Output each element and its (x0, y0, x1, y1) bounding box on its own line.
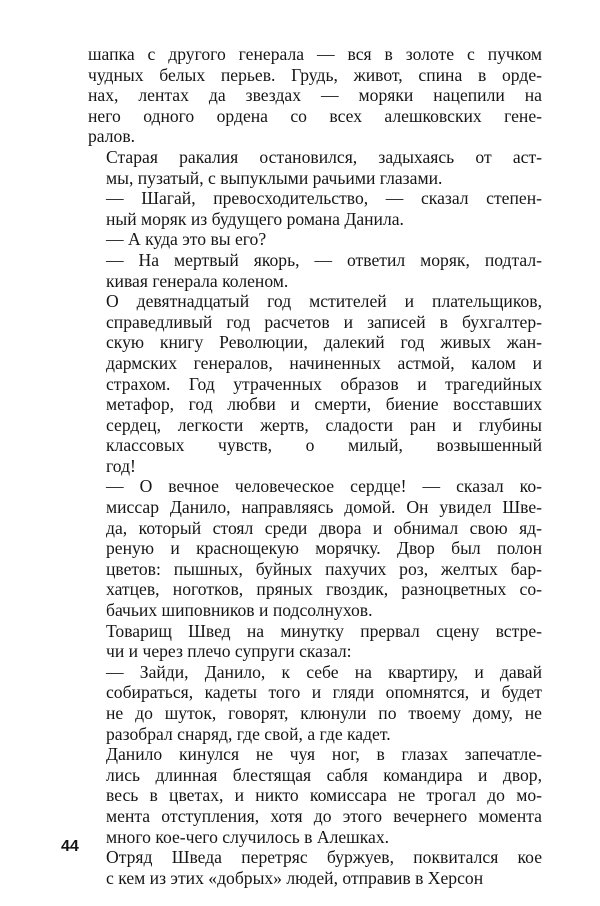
text-line: шапка с другого генерала — вся в золоте с пучком (88, 44, 542, 64)
text-line: разобрал снаряд, где свой, а где кадет. (106, 723, 391, 744)
text-line: чудных белых перьев. Грудь, живот, спина в орде- (88, 64, 542, 85)
paragraph (88, 744, 542, 847)
text-line: с кем из этих «добрых» людей, отправив в Херсон (106, 867, 484, 888)
text-line: год! (106, 455, 136, 476)
text-line: ный моряк из будущего романа Данила. (106, 208, 404, 229)
text-line: не до шуток, говорят, клюнули по твоему дому, не (106, 703, 542, 723)
text-line: — На мертвый якорь, — ответил моряк, подтал- (106, 249, 542, 270)
text-line: Старая ракалия остановился, задыхаясь от аст- (106, 146, 542, 167)
text-line: лись длинная блестящая сабля командира и двор, (106, 764, 542, 785)
text-line: цветов: пышных, буйных пахучих роз, желтых бар- (106, 558, 542, 579)
text-line: реную и краснощекую морячку. Двор был полон (106, 538, 542, 559)
text-line: мента отступления, хотя до этого вечернего момента (106, 805, 542, 826)
paragraph (88, 291, 542, 476)
text-line: него одного ордена со всех алешковских гене- (88, 105, 542, 126)
text-line: кивая генерала коленом. (106, 270, 289, 291)
paragraph (88, 44, 542, 147)
text-line: много кое-чего случилось в Алешках. (106, 826, 390, 847)
text-line: — Шагай, превосходительство, — сказал степен- (106, 188, 542, 209)
paragraph (88, 847, 542, 888)
text-line: дармских генералов, начиненных астмой, калом и (106, 352, 542, 373)
text-line: чи и через плечо супруги сказал: (106, 641, 352, 662)
paragraph (88, 662, 542, 744)
text-line: нах, лентах да звездах — моряки нацепили на (88, 85, 542, 106)
paragraph (88, 188, 542, 229)
paragraph (88, 476, 542, 620)
text-line: миссар Данило, направляясь домой. Он увидел Шве- (106, 497, 542, 518)
page-number: 44 (61, 838, 79, 855)
page-body (88, 44, 542, 888)
text-line: — А куда это вы его? (106, 229, 267, 250)
text-line: классовых чувств, о милый, возвышенный (106, 435, 542, 456)
text-line: весь в цветах, и никто комиссара не трогал до мо- (106, 785, 542, 806)
paragraph (88, 621, 542, 662)
text-line: бачьих шиповников и подсолнухов. (106, 600, 373, 621)
text-line: — О вечное человеческое сердце! — сказал ко- (106, 476, 542, 497)
paragraph (88, 147, 542, 188)
text-line: мы, пузатый, с выпуклыми рачьими глазами. (106, 167, 443, 188)
paragraph (88, 250, 542, 291)
text-line: хатцев, ноготков, пряных гвоздик, разноцветных со- (106, 579, 542, 600)
text-line: — Зайди, Данило, к себе на квартиру, и давай (106, 661, 542, 682)
text-line: страхом. Год утраченных образов и трагедийных (106, 373, 542, 394)
text-line: Товарищ Швед на минутку прервал сцену встре- (106, 620, 542, 641)
text-line: сердец, легкости жертв, сладости ран и глубины (106, 414, 542, 435)
text-line: скую книгу Революции, далекий год живых жан- (106, 332, 542, 353)
text-line: ралов. (88, 126, 136, 147)
text-line: Данило кинулся не чуя ног, в глазах запечатле- (106, 744, 542, 765)
paragraph (88, 229, 542, 250)
text-line: метафор, год любви и смерти, биение восставших (106, 394, 542, 415)
text-line: да, который стоял среди двора и обнимал свою яд- (106, 517, 542, 538)
text-line: справедливый год расчетов и записей в бухгалтер- (106, 311, 542, 332)
text-line: собираться, кадеты того и гляди опомнятся, и будет (106, 682, 542, 703)
text-line: О девятнадцатый год мстителей и плательщиков, (106, 291, 542, 312)
text-line: Отряд Шведа перетряс буржуев, поквитался кое (106, 847, 542, 868)
